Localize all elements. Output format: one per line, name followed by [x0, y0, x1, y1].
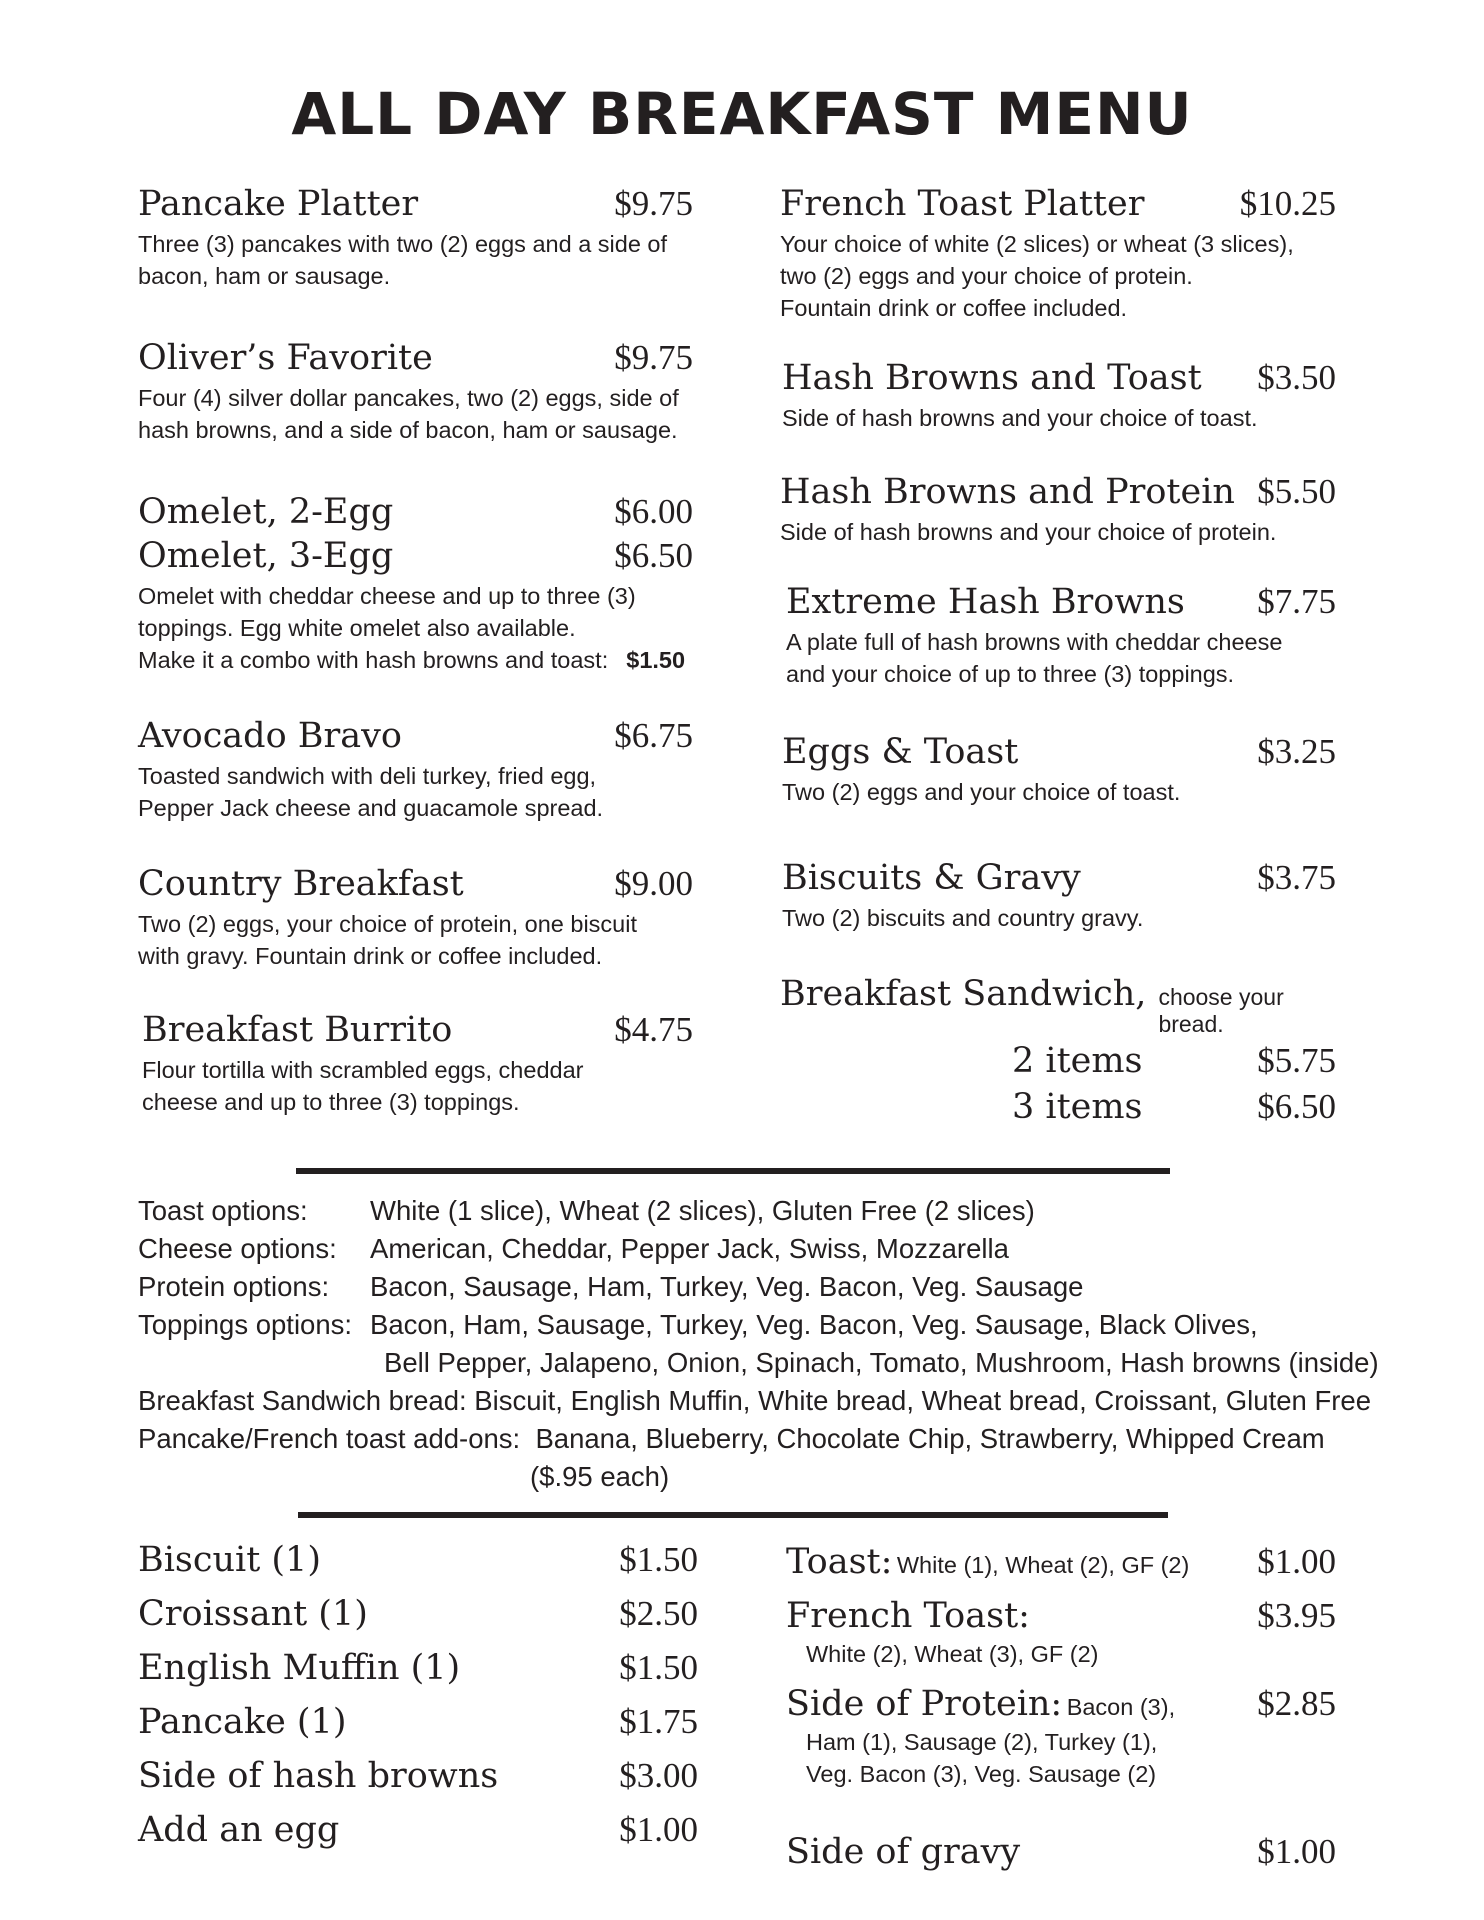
side-item-gravy: Side of gravy $1.00 [786, 1832, 1336, 1872]
sandwich-bread-options: Breakfast Sandwich bread: Biscuit, English Muffin, White bread, Wheat bread, Croissant, Gluten Free [138, 1385, 1372, 1416]
menu-item-extreme-hash-browns [786, 580, 1336, 690]
menu-item-pancake-platter [138, 182, 693, 292]
item-description: Omelet with cheddar cheese and up to three (3) toppings. Egg white omelet also available. Make it a combo with hash browns and toast: $1.50 [138, 583, 686, 673]
item-price: $9.75 [614, 184, 693, 223]
item-name: Hash Browns and Protein [780, 472, 1235, 512]
item-price: $3.50 [1257, 358, 1336, 397]
menu-item-hash-browns-toast [782, 356, 1336, 434]
side-item: Add an egg $1.00 [138, 1810, 698, 1850]
item-price: $10.25 [1239, 184, 1336, 223]
item-price: $3.25 [1257, 732, 1336, 771]
menu-item-avocado-bravo [138, 714, 693, 824]
item-description: Side of hash browns and your choice of protein. [780, 519, 1277, 545]
item-description: Toasted sandwich with deli turkey, fried egg, Pepper Jack cheese and guacamole spread. [138, 763, 604, 821]
side-item-protein: Side of Protein: Bacon (3), $2.85 Ham (1), Sausage (2), Turkey (1), Veg. Bacon (3), Veg. Sausage (2) [786, 1684, 1336, 1787]
cheese-options: Cheese options: American, Cheddar, Pepper Jack, Swiss, Mozzarella [138, 1233, 1009, 1264]
sandwich-option: 2 items $5.75 [1012, 1041, 1336, 1081]
page-title: ALL DAY BREAKFAST MENU [291, 80, 1193, 148]
side-item: Side of hash browns $3.00 [138, 1756, 698, 1796]
item-name-alt: Omelet, 3-Egg [138, 536, 394, 576]
menu-item-olivers-favorite [138, 336, 693, 446]
item-price: $6.00 [614, 492, 693, 531]
item-price: $9.00 [614, 864, 693, 903]
item-name: Country Breakfast [138, 864, 464, 904]
item-description: A plate full of hash browns with cheddar cheese and your choice of up to three (3) toppings. [786, 629, 1283, 687]
item-name: Eggs & Toast [782, 732, 1019, 772]
side-item-toast: Toast: White (1), Wheat (2), GF (2) $1.00 [786, 1542, 1336, 1582]
item-price: $9.75 [614, 338, 693, 377]
item-name: Extreme Hash Browns [786, 582, 1185, 622]
menu-item-omelet [138, 490, 693, 676]
menu-item-breakfast-burrito [142, 1008, 693, 1118]
addon-price: ($.95 each) [530, 1461, 670, 1492]
item-price-alt: $6.50 [614, 536, 693, 575]
side-item: Croissant (1) $2.50 [138, 1594, 698, 1634]
menu-item-breakfast-sandwich [780, 972, 1336, 1130]
menu-item-country-breakfast [138, 862, 693, 972]
item-name: Oliver’s Favorite [138, 338, 433, 378]
toppings-options-continued: Bell Pepper, Jalapeno, Onion, Spinach, Tomato, Mushroom, Hash browns (inside) [384, 1347, 1379, 1378]
protein-options: Protein options: Bacon, Sausage, Ham, Turkey, Veg. Bacon, Veg. Sausage [138, 1271, 1084, 1302]
item-note: choose your bread. [1158, 984, 1284, 1037]
item-price: $7.75 [1257, 582, 1336, 621]
item-price: $4.75 [614, 1010, 693, 1049]
side-item: English Muffin (1) $1.50 [138, 1648, 698, 1688]
combo-price: $1.50 [626, 647, 686, 673]
item-name: Avocado Bravo [138, 716, 402, 756]
item-name: Pancake Platter [138, 184, 419, 224]
item-name: French Toast Platter [780, 184, 1145, 224]
side-item: Pancake (1) $1.75 [138, 1702, 698, 1742]
item-description: Two (2) eggs, your choice of protein, one biscuit with gravy. Fountain drink or coffee included. [138, 911, 637, 969]
sandwich-option: 3 items $6.50 [1012, 1087, 1336, 1127]
divider [298, 1512, 1168, 1518]
item-description: Four (4) silver dollar pancakes, two (2) eggs, side of hash browns, and a side of bacon, ham or sausage. [138, 385, 679, 443]
options-section [138, 1192, 1378, 1496]
item-description: Flour tortilla with scrambled eggs, cheddar cheese and up to three (3) toppings. [142, 1057, 584, 1115]
item-description: Two (2) biscuits and country gravy. [782, 905, 1144, 931]
side-item-french-toast: French Toast: $3.95 White (2), Wheat (3), GF (2) [786, 1596, 1336, 1667]
menu-item-french-toast-platter [780, 182, 1336, 324]
combo-text: Make it a combo with hash browns and toast: [138, 647, 609, 673]
toast-options: Toast options: White (1 slice), Wheat (2 slices), Gluten Free (2 slices) [138, 1195, 1035, 1226]
sides-left-list [138, 1538, 698, 1862]
item-name: Biscuits & Gravy [782, 858, 1081, 898]
item-description: Two (2) eggs and your choice of toast. [782, 779, 1181, 805]
side-item: Biscuit (1) $1.50 [138, 1540, 698, 1580]
item-description: Side of hash browns and your choice of toast. [782, 405, 1258, 431]
item-name: Hash Browns and Toast [782, 358, 1202, 398]
item-name: Omelet, 2-Egg [138, 492, 394, 532]
item-description: Your choice of white (2 slices) or wheat (3 slices), two (2) eggs and your choice of protein. Fountain drink or coffee included. [780, 231, 1294, 321]
item-price: $6.75 [614, 716, 693, 755]
item-price: $3.75 [1257, 858, 1336, 897]
addon-options: Pancake/French toast add-ons: Banana, Blueberry, Chocolate Chip, Strawberry, Whipped Cream [138, 1423, 1325, 1454]
item-name: Breakfast Sandwich, [780, 974, 1147, 1014]
item-name: Breakfast Burrito [142, 1010, 453, 1050]
item-description: Three (3) pancakes with two (2) eggs and a side of bacon, ham or sausage. [138, 231, 668, 289]
menu-item-biscuits-gravy [782, 856, 1336, 934]
divider [296, 1168, 1170, 1174]
menu-item-hash-browns-protein [780, 470, 1336, 548]
item-price: $5.50 [1257, 472, 1336, 511]
toppings-options: Toppings options: Bacon, Ham, Sausage, Turkey, Veg. Bacon, Veg. Sausage, Black Olives, [138, 1309, 1258, 1340]
menu-item-eggs-toast [782, 730, 1336, 808]
